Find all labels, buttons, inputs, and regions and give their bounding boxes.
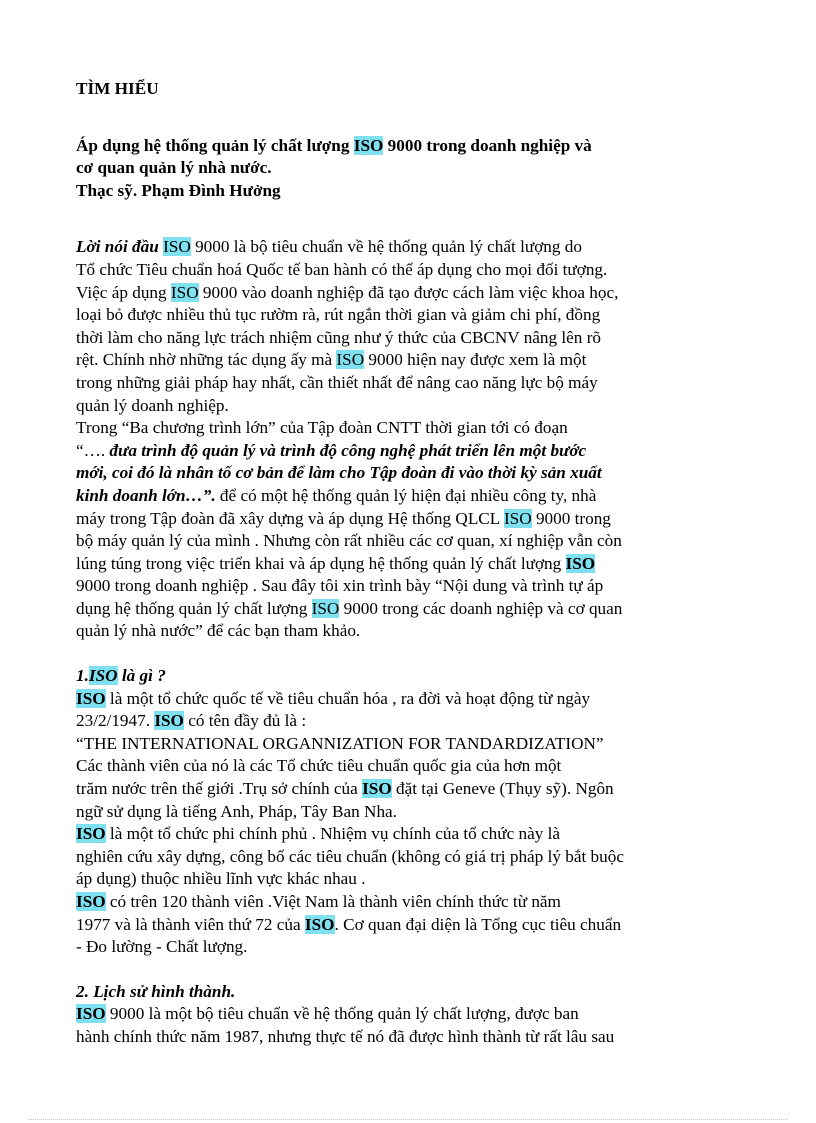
iso-highlight: ISO [163,237,191,257]
section-1-line: Các thành viên của nó là các Tổ chức tiêu chuẩn quốc gia của hơn một [76,756,562,776]
doc-author: Thạc sỹ. Phạm Đình Hưởng [76,180,281,200]
iso-highlight: ISO [362,779,392,799]
iso-highlight: ISO [76,892,106,911]
section-2-line: ISO 9000 là một bộ tiêu chuẩn về hệ thống quản lý chất lượng, được ban [76,1004,579,1024]
intro-line: mới, coi đó là nhân tố cơ bản để làm cho Tập đoàn đi vào thời kỳ sản xuất [76,463,602,483]
intro-line: trong những giải pháp hay nhất, cần thiết nhất để nâng cao năng lực bộ máy [76,372,598,392]
intro-line: quản lý nhà nước” để các bạn tham khảo. [76,621,361,641]
document-page [76,78,696,1049]
iso-highlight: ISO [170,282,199,302]
intro-line: kinh doanh lớn…”. để có một hệ thống quản lý hiện đại nhiều công ty, nhà [76,485,597,505]
doc-title-line2: cơ quan quản lý nhà nước. [76,158,272,178]
page-footer-rule [28,1119,788,1120]
section-1-line: “THE INTERNATIONAL ORGANNIZATION FOR TANDARDIZATION” [76,733,604,753]
section-1-line: ngữ sử dụng là tiếng Anh, Pháp, Tây Ban Nha. [76,801,397,821]
section-1-line: 23/2/1947. ISO có tên đầy đủ là : [76,711,307,731]
intro-line: Việc áp dụng ISO 9000 vào doanh nghiệp đã tạo được cách làm việc khoa học, [76,282,619,302]
iso-highlight: ISO [311,598,340,618]
iso-highlight: ISO [565,553,596,573]
intro-line: Trong “Ba chương trình lớn” của Tập đoàn CNTT thời gian tới có đoạn [76,418,568,438]
section-1-line: - Đo lường - Chất lượng. [76,937,248,957]
section-1-line: 1977 và là thành viên thứ 72 của ISO. Cơ quan đại diện là Tổng cục tiêu chuẩn [76,914,622,934]
doc-heading: TÌM HIỂU [76,79,159,98]
iso-highlight: ISO [76,688,106,708]
iso-highlight: ISO [353,135,384,155]
iso-highlight: ISO [154,711,184,731]
intro-line: bộ máy quản lý của mình . Nhưng còn rất nhiều các cơ quan, xí nghiệp vẫn còn [76,531,622,551]
intro-line: 9000 trong doanh nghiệp . Sau đây tôi xin trình bày “Nội dung và trình tự áp [76,576,604,596]
doc-title: Áp dụng hệ thống quản lý chất lượng ISO 9000 trong doanh nghiệp và [76,135,592,155]
section-1-line: áp dụng) thuộc nhiều lĩnh vực khác nhau . [76,869,366,889]
intro-line: thời làm cho năng lực trách nhiệm cũng như ý thức của CBCNV nâng lên rõ [76,327,602,347]
section-1-line: trăm nước trên thế giới .Trụ sở chính của ISO đặt tại Geneve (Thụy sỹ). Ngôn [76,779,614,799]
intro-line: dụng hệ thống quản lý chất lượng ISO 9000 trong các doanh nghiệp và cơ quan [76,598,623,618]
section-1-line: nghiên cứu xây dựng, công bố các tiêu chuẩn (không có giá trị pháp lý bắt buộc [76,846,624,866]
section-1-line: ISO là một tổ chức quốc tế về tiêu chuẩn hóa , ra đời và hoạt động từ ngày [76,688,591,708]
iso-highlight: ISO [304,914,335,934]
iso-highlight: ISO [336,350,365,370]
section-2-heading: 2. Lịch sử hình thành. [76,981,236,1001]
section-2-line: hành chính thức năm 1987, nhưng thực tế nó đã được hình thành từ rất lâu sau [76,1026,615,1046]
intro-line: Lời nói đầu ISO 9000 là bộ tiêu chuẩn về hệ thống quản lý chất lượng do [76,237,582,257]
section-1-line: ISO là một tổ chức phi chính phủ . Nhiệm vụ chính của tổ chức này là [76,824,561,844]
intro-line: lúng túng trong việc triển khai và áp dụng hệ thống quản lý chất lượng ISO [76,553,596,573]
intro-line: “…. đưa trình độ quản lý và trình độ công nghệ phát triển lên một bước [76,440,587,460]
iso-highlight: ISO [503,508,532,528]
iso-highlight: ISO [88,666,118,686]
intro-line: Tổ chức Tiêu chuẩn hoá Quốc tế ban hành có thể áp dụng cho mọi đối tượng. [76,259,608,279]
section-1-heading: 1.ISO là gì ? [76,666,166,686]
iso-highlight: ISO [76,824,106,844]
intro-line: quản lý doanh nghiệp. [76,395,229,415]
section-1-line: ISO có trên 120 thành viên .Việt Nam là thành viên chính thức từ năm [76,892,561,911]
iso-highlight: ISO [76,1004,106,1024]
intro-line: máy trong Tập đoàn đã xây dựng và áp dụng Hệ thống QLCL ISO 9000 trong [76,508,611,528]
intro-line: loại bỏ được nhiều thủ tục rườm rà, rút ngắn thời gian và giảm chi phí, đồng [76,305,601,325]
intro-line: rệt. Chính nhờ những tác dụng ấy mà ISO 9000 hiện nay được xem là một [76,350,587,370]
